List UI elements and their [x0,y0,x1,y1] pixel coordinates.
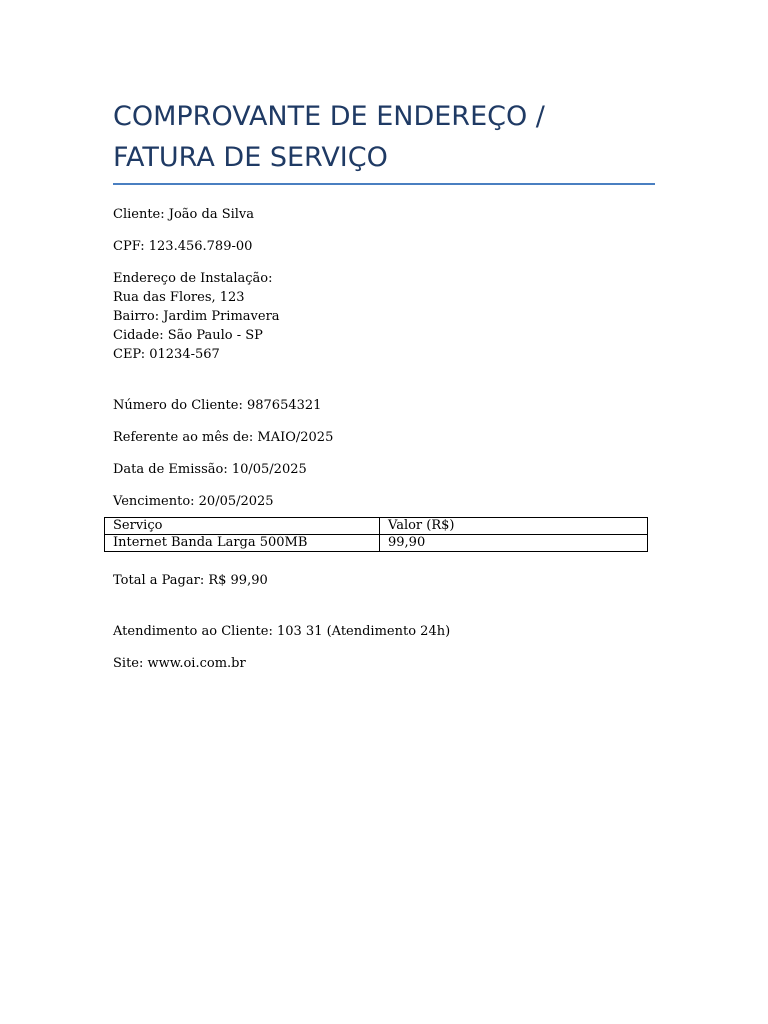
client-number: Número do Cliente: 987654321 [113,398,322,413]
reference-month: Referente ao mês de: MAIO/2025 [113,430,334,445]
services-table [104,517,648,552]
cell-value: 99,90 [380,535,648,552]
address-street: Rua das Flores, 123 [113,290,245,305]
address-district: Bairro: Jardim Primavera [113,309,280,324]
address-heading: Endereço de Instalação: [113,271,273,286]
due-date: Vencimento: 20/05/2025 [113,494,274,509]
client-name: Cliente: João da Silva [113,207,255,222]
emission-date: Data de Emissão: 10/05/2025 [113,462,307,477]
document-page [113,96,655,673]
document-title [113,96,655,185]
address-zip: CEP: 01234-567 [113,347,220,362]
total-amount: Total a Pagar: R$ 99,90 [113,573,268,588]
installation-address [113,269,655,364]
header-service: Serviço [105,518,380,535]
title-line-1: COMPROVANTE DE ENDEREÇO / [113,101,545,132]
table-header-row [105,518,648,535]
table-row [105,535,648,552]
customer-support: Atendimento ao Cliente: 103 31 (Atendimento 24h) [113,624,451,639]
title-line-2: FATURA DE SERVIÇO [113,142,388,173]
address-city: Cidade: São Paulo - SP [113,328,263,343]
client-cpf: CPF: 123.456.789-00 [113,239,253,254]
cell-service: Internet Banda Larga 500MB [105,535,380,552]
website: Site: www.oi.com.br [113,656,246,671]
header-value: Valor (R$) [380,518,648,535]
